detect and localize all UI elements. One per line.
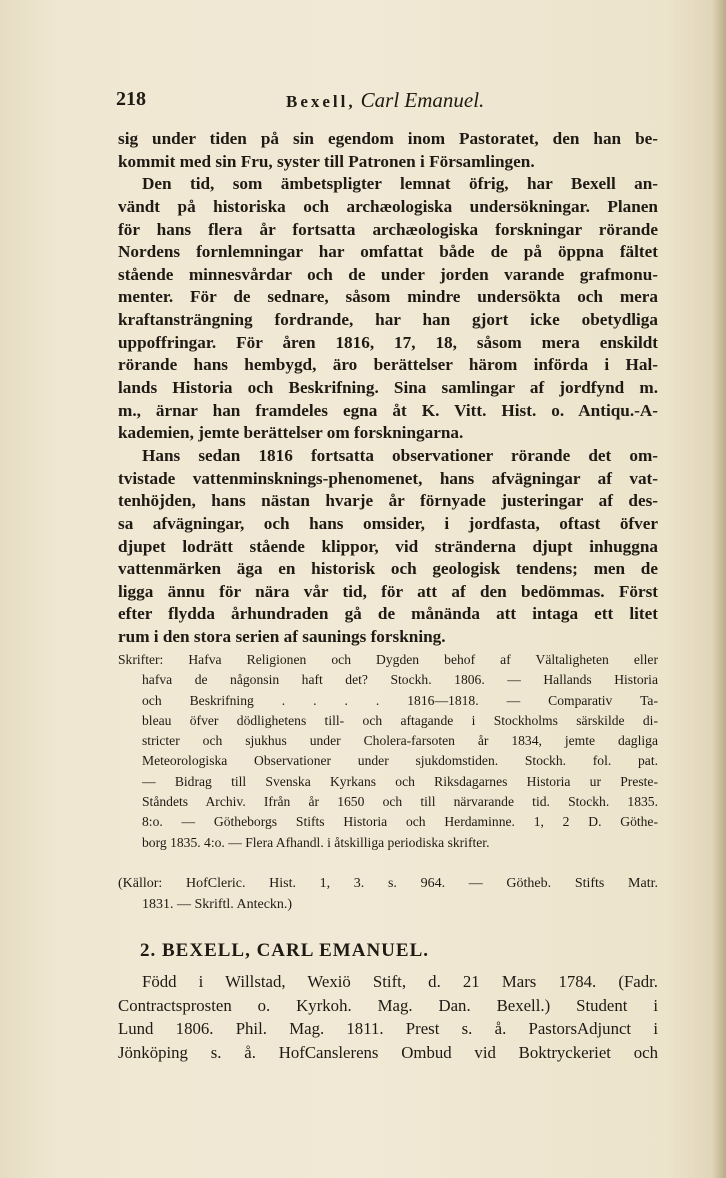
entry-body	[118, 970, 658, 1064]
writings-line: Skrifter: Hafva Religionen och Dygden behof af Vältaligheten eller	[118, 652, 658, 667]
text-line: efter flydda århundraden gå de månända att intaga ett litet	[118, 604, 658, 624]
text-line: tenhöjden, hans nästan hvarje år förnyade justeringar af des-	[118, 491, 658, 511]
writings-line: Meteorologiska Observationer under sjukdomstiden. Stockh. fol. pat.	[142, 753, 658, 769]
text-line: ligga ännu för nära vår tid, för att af den bedömmas. Först	[118, 581, 658, 601]
writings-line: 8:o. — Götheborgs Stifts Historia och Herdaminne. 1, 2 D. Göthe-	[142, 814, 658, 830]
text-line: stående minnesvårdar och de under jorden varande grafmonu-	[118, 264, 658, 284]
sources-line: (Källor: HofCleric. Hist. 1, 3. s. 964. — Götheb. Stifts Matr.	[118, 876, 658, 891]
running-head	[286, 88, 484, 113]
writings-line: borg 1835. 4:o. — Flera Afhandl. i åtskilliga periodiska skrifter.	[142, 834, 490, 850]
writings-line: Ståndets Archiv. Ifrån år 1650 och till närvarande tid. Stockh. 1835.	[142, 794, 658, 810]
page-number: 218	[116, 88, 146, 110]
text-line: Nordens fornlemningar har omfattat både de på öppna fältet	[118, 242, 658, 262]
text-line: sa afvägningar, och hans omsider, i jordfasta, oftast öfver	[118, 513, 658, 533]
running-head-forename: Carl Emanuel.	[360, 88, 485, 112]
text-line: Hans sedan 1816 fortsatta observationer rörande det om-	[142, 445, 658, 465]
writings-line: och Beskrifning . . . . 1816—1818. — Comparativ Ta-	[142, 692, 658, 708]
entry-title: 2. BEXELL, CARL EMANUEL.	[140, 940, 429, 961]
writings-section	[118, 650, 658, 853]
text-line: tvistade vattenminsknings-phenomenet, hans afvägningar af vat-	[118, 468, 658, 488]
text-line: kommit med sin Fru, syster till Patronen i Församlingen.	[118, 151, 535, 171]
main-text	[118, 128, 658, 649]
writings-line: — Bidrag till Svenska Kyrkans och Riksdagarnes Historia ur Preste-	[142, 773, 658, 789]
text-line: kraftansträngning fordrande, har han gjort icke obetydliga	[118, 310, 658, 330]
text-line: rum i den stora serien af saunings forskning.	[118, 627, 446, 647]
page-header	[116, 88, 656, 116]
writings-line: stricter och sjukhus under Cholera-farsoten år 1834, jemte dagliga	[142, 733, 658, 749]
text-line: menter. För de sednare, såsom mindre undersökta och mera	[118, 287, 658, 307]
text-line: m., ärnar han framdeles egna åt K. Vitt. Hist. o. Antiqu.-A-	[118, 400, 658, 420]
text-line: djupet lodrätt stående klippor, vid stränderna djupt inhuggna	[118, 536, 658, 556]
text-line: lands Historia och Beskrifning. Sina samlingar af jordfynd m.	[118, 378, 658, 398]
text-line: uppoffringar. För åren 1816, 17, 18, såsom mera enskildt	[118, 332, 658, 352]
writings-line: bleau öfver dödlighetens till- och aftagande i Stockholms särskilde di-	[142, 712, 658, 728]
page-edge-shadow	[712, 0, 726, 1178]
text-line: vändt på historiska och archæologiska undersökningar. Planen	[118, 196, 658, 216]
text-line: rörande hans hembygd, äro berättelser härom införda i Hal-	[118, 355, 658, 375]
sources-line: 1831. — Skriftl. Anteckn.)	[142, 897, 293, 912]
entry-line: Lund 1806. Phil. Mag. 1811. Prest s. å. PastorsAdjunct i	[118, 1019, 658, 1038]
entry-line: Contractsprosten o. Kyrkoh. Mag. Dan. Bexell.) Student i	[118, 995, 658, 1015]
sources-section	[118, 873, 658, 915]
text-line: kademien, jemte berättelser om forskningarna.	[118, 423, 464, 443]
text-line: sig under tiden på sin egendom inom Pastoratet, den han be-	[118, 129, 658, 148]
entry-line: Född i Willstad, Wexiö Stift, d. 21 Mars 1784. (Fadr.	[142, 972, 658, 991]
writings-line: hafva de någonsin haft det? Stockh. 1806. — Hallands Historia	[142, 672, 658, 688]
entry-line: Jönköping s. å. HofCanslerens Ombud vid Boktryckeriet och	[118, 1042, 658, 1062]
running-head-surname: Bexell,	[286, 92, 356, 111]
text-line: Den tid, som ämbetspligter lemnat öfrig, har Bexell an-	[142, 174, 658, 194]
text-line: för hans flera år fortsatta archæologiska forskningar rörande	[118, 219, 658, 239]
text-line: vattenmärken äga en historisk och geologisk tendens; men de	[118, 559, 658, 579]
